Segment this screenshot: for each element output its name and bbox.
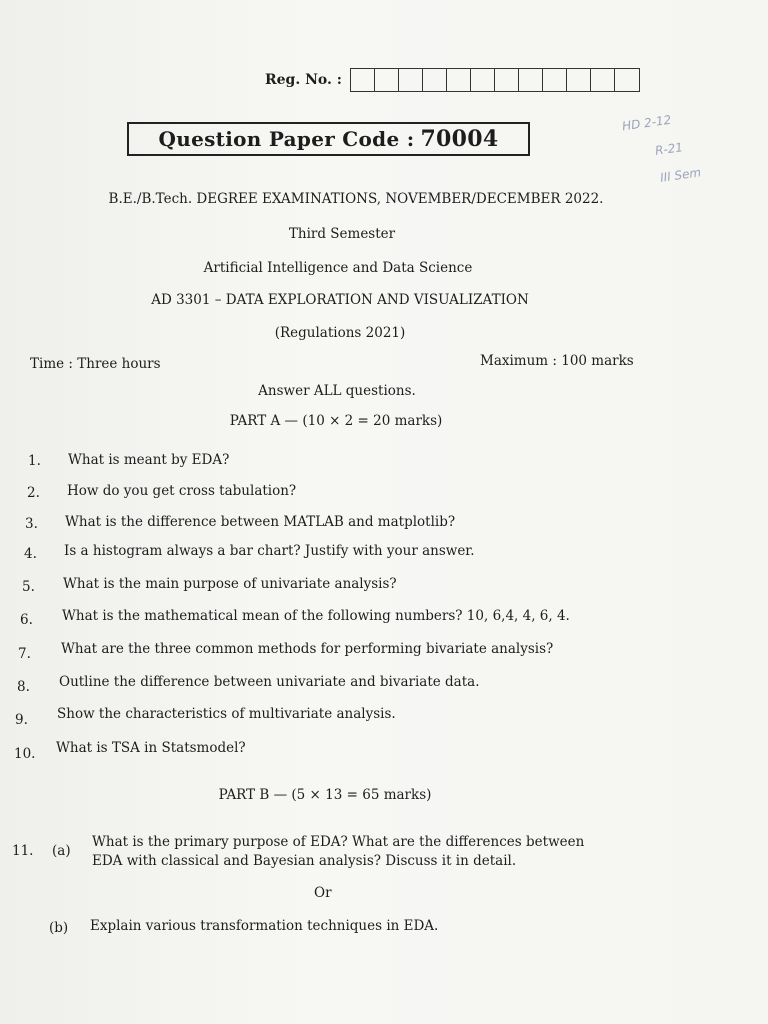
reg-box xyxy=(495,69,519,91)
regulations-line: (Regulations 2021) xyxy=(274,325,406,341)
time-text: Time : Three hours xyxy=(30,356,161,372)
question-number: 2. xyxy=(27,485,40,501)
margin-note-1: HD 2-12 xyxy=(621,112,673,134)
question-text: What is TSA in Statsmodel? xyxy=(56,739,246,756)
reg-label: Reg. No. : xyxy=(265,72,342,88)
reg-box xyxy=(543,69,567,91)
question-text: Show the characteristics of multivariate analysis. xyxy=(57,706,396,723)
question-text: What is meant by EDA? xyxy=(68,452,230,468)
reg-box xyxy=(423,69,447,91)
reg-box xyxy=(567,69,591,91)
question-paper-code-box xyxy=(127,122,530,156)
reg-box xyxy=(375,69,399,91)
question-number: 8. xyxy=(17,679,30,695)
part-a-title: PART A — (10 × 2 = 20 marks) xyxy=(229,413,443,429)
question-number: 7. xyxy=(18,646,31,662)
max-marks-text: Maximum : 100 marks xyxy=(480,353,634,369)
reg-box xyxy=(591,69,615,91)
code-label: Question Paper Code : xyxy=(158,127,415,151)
q11b-text: Explain various transformation techniques in EDA. xyxy=(90,918,439,934)
reg-box xyxy=(447,69,471,91)
reg-box xyxy=(399,69,423,91)
question-text: What is the difference between MATLAB and matplotlib? xyxy=(65,513,456,530)
question-number: 9. xyxy=(15,712,28,728)
part-b-title: PART B — (5 × 13 = 65 marks) xyxy=(218,787,432,803)
q11a-line-1: What is the primary purpose of EDA? What are the differences between xyxy=(92,834,585,850)
margin-note-2: R-21 xyxy=(654,140,684,158)
question-text: Is a histogram always a bar chart? Justify with your answer. xyxy=(64,543,475,560)
reg-box xyxy=(471,69,495,91)
degree-line: B.E./B.Tech. DEGREE EXAMINATIONS, NOVEMBER/DECEMBER 2022. xyxy=(108,191,604,207)
question-number: 5. xyxy=(22,579,35,595)
question-text: What are the three common methods for performing bivariate analysis? xyxy=(61,641,554,658)
question-number: 10. xyxy=(14,746,36,762)
question-number: 1. xyxy=(28,453,41,469)
code-number: 70004 xyxy=(420,126,499,152)
q11-number: 11. xyxy=(12,843,34,859)
question-number: 6. xyxy=(20,612,33,628)
q11a-label: (a) xyxy=(52,843,71,859)
or-text: Or xyxy=(314,885,332,901)
reg-number-boxes xyxy=(350,68,640,92)
question-number: 4. xyxy=(24,546,37,562)
question-text: How do you get cross tabulation? xyxy=(67,483,297,500)
reg-box xyxy=(519,69,543,91)
margin-note-3: III Sem xyxy=(659,165,702,185)
branch-line: Artificial Intelligence and Data Science xyxy=(203,260,473,276)
semester-line: Third Semester xyxy=(288,226,396,242)
instruction-line: Answer ALL questions. xyxy=(258,383,416,399)
reg-number-field xyxy=(265,68,640,92)
question-text: Outline the difference between univariate and bivariate data. xyxy=(59,673,480,690)
question-number: 3. xyxy=(25,516,38,532)
reg-box xyxy=(351,69,375,91)
course-line: AD 3301 – DATA EXPLORATION AND VISUALIZATION xyxy=(151,292,529,308)
reg-box xyxy=(615,69,639,91)
q11b-label: (b) xyxy=(49,920,69,936)
q11a-line-2: EDA with classical and Bayesian analysis? Discuss it in detail. xyxy=(92,853,517,869)
question-text: What is the mathematical mean of the following numbers? 10, 6,4, 4, 6, 4. xyxy=(62,608,570,624)
question-text: What is the main purpose of univariate analysis? xyxy=(63,575,397,592)
